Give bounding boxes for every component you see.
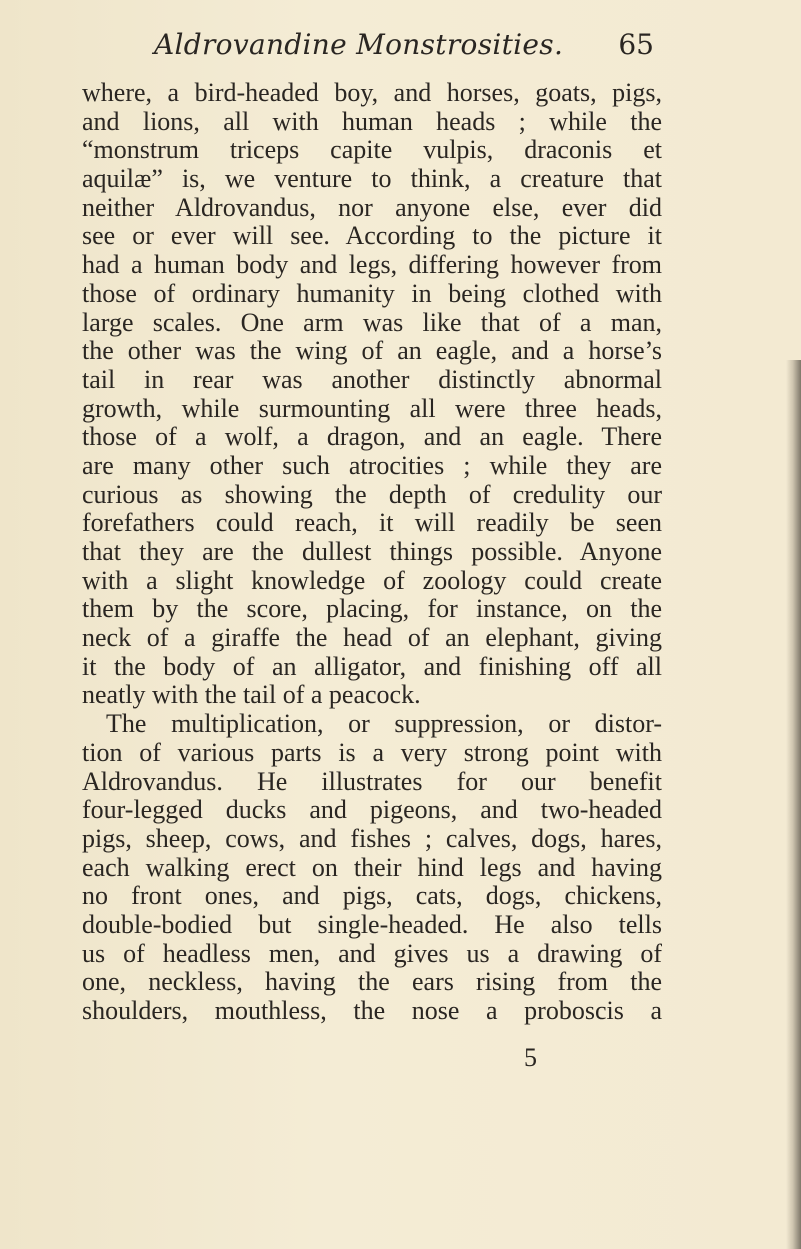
text-line: those of ordinary humanity in being clothed with bbox=[82, 279, 662, 308]
binding-edge-shadow bbox=[786, 360, 801, 1249]
text-line: us of headless men, and gives us a drawing of bbox=[82, 939, 662, 968]
text-line: them by the score, placing, for instance, on the bbox=[82, 595, 662, 624]
text-line: where, a bird-headed boy, and horses, goats, pigs, bbox=[82, 79, 662, 107]
text-line: aquilæ” is, we venture to think, a creature that bbox=[82, 165, 662, 194]
text-line: it the body of an alligator, and finishing off all bbox=[82, 652, 662, 681]
text-line: Aldrovandus. He illustrates for our benefit bbox=[82, 767, 662, 796]
text-line: forefathers could reach, it will readily be seen bbox=[82, 509, 662, 538]
text-line: pigs, sheep, cows, and fishes ; calves, dogs, hares, bbox=[82, 824, 662, 853]
text-line: one, neckless, having the ears rising from the bbox=[82, 968, 662, 997]
text-line: and lions, all with human heads ; while the bbox=[82, 107, 662, 136]
text-line: had a human body and legs, differing however from bbox=[82, 251, 662, 280]
text-line: curious as showing the depth of credulity our bbox=[82, 480, 662, 509]
text-line: those of a wolf, a dragon, and an eagle. There bbox=[82, 423, 662, 452]
text-line: tion of various parts is a very strong point with bbox=[82, 738, 662, 767]
text-line: large scales. One arm was like that of a man, bbox=[82, 308, 662, 337]
text-line: “monstrum triceps capite vulpis, draconis et bbox=[82, 136, 662, 165]
signature-mark: 5 bbox=[524, 1043, 537, 1072]
text-line: each walking erect on their hind legs and having bbox=[82, 853, 662, 882]
page-number: 65 bbox=[618, 28, 654, 61]
text-line: see or ever will see. According to the picture it bbox=[82, 222, 662, 251]
text-line: no front ones, and pigs, cats, dogs, chickens, bbox=[82, 882, 662, 911]
text-line: with a slight knowledge of zoology could create bbox=[82, 566, 662, 595]
text-line: tail in rear was another distinctly abnormal bbox=[82, 365, 662, 394]
text-line: double-bodied but single-headed. He also tells bbox=[82, 910, 662, 939]
text-line: are many other such atrocities ; while they are bbox=[82, 451, 662, 480]
text-line: four-legged ducks and pigeons, and two-headed bbox=[82, 796, 662, 825]
text-line: that they are the dullest things possible. Anyone bbox=[82, 538, 662, 566]
text-line: shoulders, mouthless, the nose a proboscis a bbox=[82, 997, 662, 1025]
text-line: growth, while surmounting all were three heads, bbox=[82, 394, 662, 423]
text-line: neck of a giraffe the head of an elephant, giving bbox=[82, 624, 662, 653]
text-line: The multiplication, or suppression, or distor- bbox=[106, 710, 662, 739]
page-header bbox=[82, 28, 662, 68]
running-title: Aldrovandine Monstrosities. bbox=[154, 28, 564, 61]
text-line: the other was the wing of an eagle, and a horse’s bbox=[82, 337, 662, 366]
text-line: neatly with the tail of a peacock. bbox=[82, 681, 421, 710]
body-text bbox=[82, 79, 662, 1026]
text-line: neither Aldrovandus, nor anyone else, ever did bbox=[82, 193, 662, 222]
